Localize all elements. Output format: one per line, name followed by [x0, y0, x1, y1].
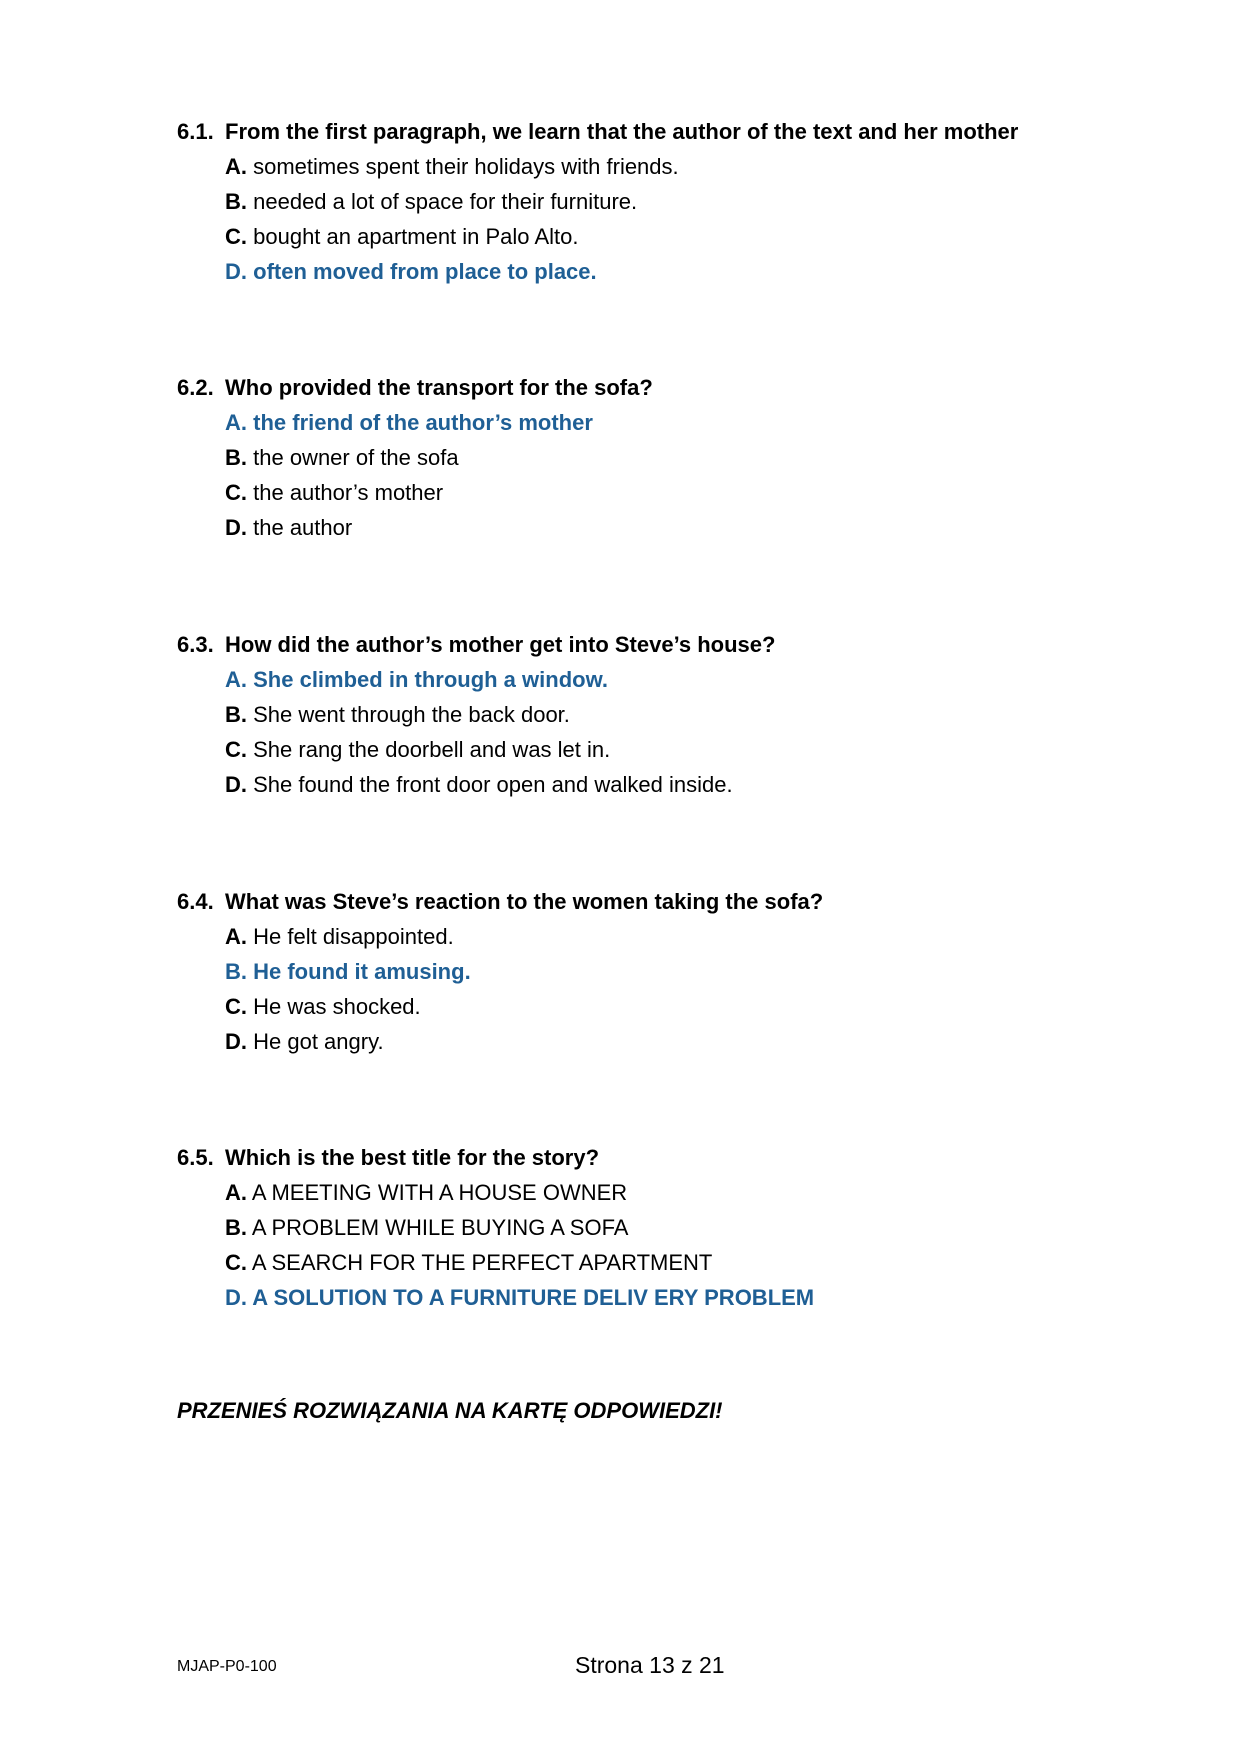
option-text: A SEARCH FOR THE PERFECT APARTMENT: [251, 1250, 713, 1275]
option-b: [225, 697, 1177, 732]
option-letter: D.: [225, 1029, 247, 1054]
answer-options: [225, 149, 1177, 289]
option-letter: A.: [225, 667, 247, 692]
question-number: 6.5.: [177, 1145, 214, 1170]
option-text: He was shocked.: [253, 994, 421, 1019]
option-text: She rang the doorbell and was let in.: [253, 737, 611, 762]
transfer-answers-instruction: PRZENIEŚ ROZWIĄZANIA NA KARTĘ ODPOWIEDZI!: [177, 1398, 723, 1423]
option-a: [225, 149, 1177, 184]
option-letter: C.: [225, 737, 247, 762]
option-c: [225, 989, 1177, 1024]
option-b: [225, 1210, 1177, 1245]
answer-options: [225, 1175, 1177, 1315]
option-c: [225, 1245, 1177, 1280]
option-text: A MEETING WITH A HOUSE OWNER: [251, 1180, 628, 1205]
question-title: [177, 1141, 1177, 1175]
option-letter: D.: [225, 515, 247, 540]
answer-options: [225, 919, 1177, 1059]
option-letter: A.: [225, 410, 247, 435]
option-text: bought an apartment in Palo Alto.: [253, 224, 579, 249]
option-letter: B.: [225, 702, 247, 727]
option-text: She went through the back door.: [253, 702, 570, 727]
question-title: [177, 628, 1177, 662]
question-number: 6.1.: [177, 119, 214, 144]
question-title: [177, 371, 1177, 405]
option-letter: C.: [225, 480, 247, 505]
option-text: often moved from place to place.: [253, 259, 597, 284]
option-text: needed a lot of space for their furniture.: [253, 189, 638, 214]
option-d-correct: [225, 1280, 1177, 1315]
option-letter: C.: [225, 1250, 247, 1275]
answer-options: [225, 662, 1177, 802]
question-title: [177, 885, 1177, 919]
option-text: A PROBLEM WHILE BUYING A SOFA: [251, 1215, 629, 1240]
option-letter: B.: [225, 189, 247, 214]
question-6-4: [177, 885, 1177, 1059]
question-number: 6.4.: [177, 889, 214, 914]
option-text: She climbed in through a window.: [253, 667, 608, 692]
option-b: [225, 440, 1177, 475]
option-a: [225, 919, 1177, 954]
option-a-correct: [225, 662, 1177, 697]
option-text: the friend of the author’s mother: [253, 410, 593, 435]
option-d-correct: [225, 254, 1177, 289]
page-number: Strona 13 z 21: [575, 1652, 725, 1678]
option-letter: B.: [225, 445, 247, 470]
option-a: [225, 1175, 1177, 1210]
option-text: the author’s mother: [253, 480, 444, 505]
option-letter: A.: [225, 924, 247, 949]
option-d: [225, 510, 1177, 545]
option-text: A SOLUTION TO A FURNITURE DELIV ERY PROBLEM: [252, 1285, 815, 1310]
option-letter: C.: [225, 994, 247, 1019]
exam-code: MJAP-P0-100: [177, 1658, 277, 1675]
question-6-3: [177, 628, 1177, 802]
option-d: [225, 767, 1177, 802]
question-title: [177, 115, 1177, 149]
option-letter: B.: [225, 1215, 247, 1240]
option-c: [225, 219, 1177, 254]
question-text: What was Steve’s reaction to the women taking the sofa?: [225, 889, 824, 914]
option-letter: D.: [225, 1285, 247, 1310]
option-d: [225, 1024, 1177, 1059]
option-letter: B.: [225, 959, 247, 984]
option-c: [225, 732, 1177, 767]
answer-options: [225, 405, 1177, 545]
option-text: He felt disappointed.: [253, 924, 454, 949]
option-text: sometimes spent their holidays with friends.: [253, 154, 679, 179]
option-b: [225, 184, 1177, 219]
question-text: Who provided the transport for the sofa?: [225, 375, 653, 400]
option-a-correct: [225, 405, 1177, 440]
question-6-2: [177, 371, 1177, 545]
option-letter: D.: [225, 772, 247, 797]
option-text: He found it amusing.: [253, 959, 471, 984]
question-text: From the first paragraph, we learn that the author of the text and her mother: [225, 119, 1019, 144]
option-text: She found the front door open and walked inside.: [253, 772, 733, 797]
question-6-5: [177, 1141, 1177, 1315]
question-6-1: [177, 115, 1177, 289]
option-letter: A.: [225, 154, 247, 179]
question-number: 6.2.: [177, 375, 214, 400]
option-c: [225, 475, 1177, 510]
option-letter: A.: [225, 1180, 247, 1205]
question-text: Which is the best title for the story?: [225, 1145, 600, 1170]
option-text: He got angry.: [253, 1029, 384, 1054]
option-letter: D.: [225, 259, 247, 284]
option-text: the author: [253, 515, 353, 540]
option-letter: C.: [225, 224, 247, 249]
question-text: How did the author’s mother get into Steve’s house?: [225, 632, 776, 657]
question-number: 6.3.: [177, 632, 214, 657]
option-text: the owner of the sofa: [253, 445, 459, 470]
option-b-correct: [225, 954, 1177, 989]
